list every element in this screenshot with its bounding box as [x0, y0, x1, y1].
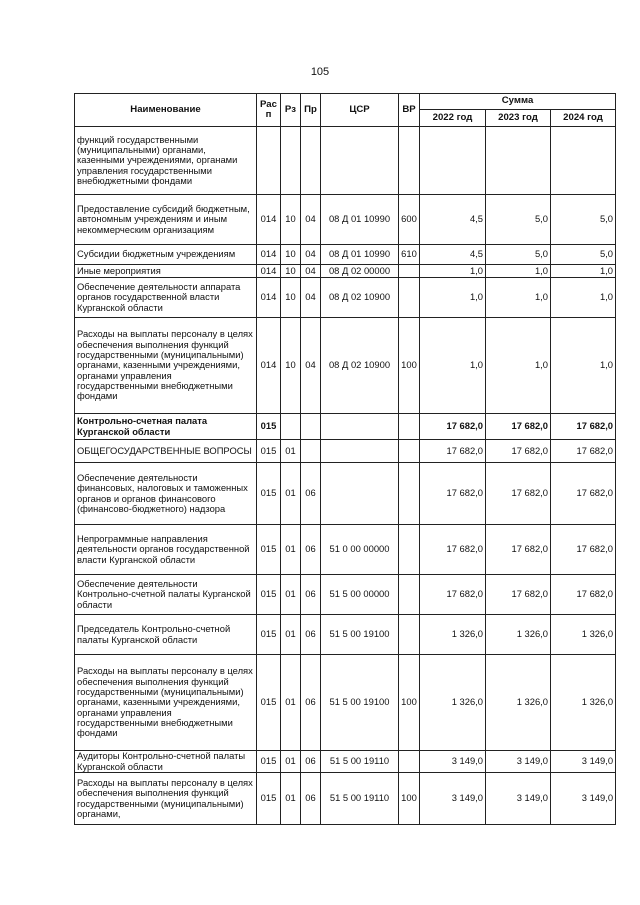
cell-pr: 06	[301, 615, 321, 655]
cell-2024: 17 682,0	[551, 575, 616, 615]
cell-name: Субсидии бюджетным учреждениям	[75, 245, 257, 265]
cell-csr: 08 Д 02 00000	[321, 265, 399, 278]
cell-name: Обеспечение деятельности Контрольно-счетной палаты Курганской области	[75, 575, 257, 615]
cell-name: Предоставление субсидий бюджетным, автономным учреждениям и иным некоммерческим организациям	[75, 195, 257, 245]
cell-csr	[321, 414, 399, 440]
cell-ras: 015	[257, 773, 281, 825]
header-pr: Пр	[301, 94, 321, 127]
cell-2022: 1 326,0	[420, 655, 486, 751]
cell-rz: 01	[281, 440, 301, 463]
cell-ras: 015	[257, 575, 281, 615]
cell-2024: 17 682,0	[551, 463, 616, 525]
cell-vr	[399, 414, 420, 440]
cell-name: функций государственными (муниципальными) органами, казенными учреждениями, органами управления государственными внебюджетными фондами	[75, 127, 257, 195]
cell-vr: 600	[399, 195, 420, 245]
cell-2023: 1,0	[486, 265, 551, 278]
cell-vr	[399, 440, 420, 463]
cell-name: Обеспечение деятельности аппарата органов государственной власти Курганской области	[75, 278, 257, 318]
table-row	[75, 265, 616, 278]
cell-ras: 014	[257, 265, 281, 278]
cell-rz: 01	[281, 773, 301, 825]
cell-2024: 1,0	[551, 278, 616, 318]
cell-rz: 01	[281, 525, 301, 575]
cell-2023: 5,0	[486, 245, 551, 265]
cell-csr: 08 Д 01 10990	[321, 245, 399, 265]
cell-csr: 08 Д 02 10900	[321, 318, 399, 414]
cell-2023: 17 682,0	[486, 463, 551, 525]
cell-2024: 3 149,0	[551, 751, 616, 773]
cell-csr	[321, 463, 399, 525]
cell-ras: 014	[257, 318, 281, 414]
cell-2022: 1,0	[420, 318, 486, 414]
cell-pr: 06	[301, 773, 321, 825]
header-csr: ЦСР	[321, 94, 399, 127]
cell-ras: 014	[257, 195, 281, 245]
cell-csr	[321, 127, 399, 195]
header-sum: Сумма	[420, 94, 616, 110]
cell-name: Расходы на выплаты персоналу в целях обеспечения выполнения функций государственными (муниципальными) органами, казенными учреждениями, органами управления государственными внебюджетными фондами	[75, 655, 257, 751]
cell-2022: 17 682,0	[420, 525, 486, 575]
cell-name: ОБЩЕГОСУДАРСТВЕННЫЕ ВОПРОСЫ	[75, 440, 257, 463]
header-name: Наименование	[75, 94, 257, 127]
cell-2023: 1 326,0	[486, 615, 551, 655]
cell-2024: 17 682,0	[551, 525, 616, 575]
cell-2022: 1 326,0	[420, 615, 486, 655]
cell-csr: 51 5 00 19100	[321, 655, 399, 751]
cell-ras: 014	[257, 245, 281, 265]
cell-2024: 1,0	[551, 265, 616, 278]
cell-2023: 17 682,0	[486, 525, 551, 575]
cell-2024: 1,0	[551, 318, 616, 414]
cell-pr	[301, 440, 321, 463]
cell-ras	[257, 127, 281, 195]
cell-name: Председатель Контрольно-счетной палаты Курганской области	[75, 615, 257, 655]
cell-2023: 17 682,0	[486, 440, 551, 463]
cell-2023: 3 149,0	[486, 751, 551, 773]
cell-ras: 014	[257, 278, 281, 318]
cell-vr	[399, 278, 420, 318]
cell-2024: 5,0	[551, 195, 616, 245]
cell-vr: 610	[399, 245, 420, 265]
cell-csr: 08 Д 01 10990	[321, 195, 399, 245]
cell-2023: 1,0	[486, 278, 551, 318]
cell-ras: 015	[257, 615, 281, 655]
cell-vr: 100	[399, 318, 420, 414]
cell-rz: 01	[281, 615, 301, 655]
cell-vr: 100	[399, 773, 420, 825]
header-ras: Рас п	[257, 94, 281, 127]
cell-rz: 10	[281, 318, 301, 414]
table-row	[75, 615, 616, 655]
table-row	[75, 575, 616, 615]
cell-csr	[321, 440, 399, 463]
cell-2023: 5,0	[486, 195, 551, 245]
cell-2022: 3 149,0	[420, 751, 486, 773]
cell-vr	[399, 265, 420, 278]
cell-ras: 015	[257, 751, 281, 773]
cell-rz: 01	[281, 463, 301, 525]
cell-pr	[301, 127, 321, 195]
cell-name: Непрограммные направления деятельности органов государственной власти Курганской области	[75, 525, 257, 575]
cell-vr	[399, 463, 420, 525]
cell-2024: 17 682,0	[551, 440, 616, 463]
cell-rz	[281, 414, 301, 440]
cell-name: Контрольно-счетная палата Курганской области	[75, 414, 257, 440]
cell-2023: 17 682,0	[486, 414, 551, 440]
cell-pr: 06	[301, 751, 321, 773]
cell-2023: 1,0	[486, 318, 551, 414]
cell-vr	[399, 127, 420, 195]
cell-2024	[551, 127, 616, 195]
table-body	[75, 127, 616, 825]
cell-csr: 51 5 00 19100	[321, 615, 399, 655]
cell-rz: 10	[281, 278, 301, 318]
header-2024: 2024 год	[551, 110, 616, 127]
cell-csr: 51 5 00 19110	[321, 773, 399, 825]
cell-vr	[399, 525, 420, 575]
table-row	[75, 655, 616, 751]
cell-rz: 10	[281, 195, 301, 245]
cell-pr: 04	[301, 265, 321, 278]
cell-2022: 17 682,0	[420, 414, 486, 440]
cell-2024: 3 149,0	[551, 773, 616, 825]
cell-2023: 1 326,0	[486, 655, 551, 751]
cell-pr: 04	[301, 195, 321, 245]
table-row	[75, 414, 616, 440]
cell-name: Расходы на выплаты персоналу в целях обеспечения выполнения функций государственными (муниципальными) органами, казенными учреждениями, органами управления государственными внебюджетными фондами	[75, 318, 257, 414]
cell-2022: 1,0	[420, 265, 486, 278]
header-vr: ВР	[399, 94, 420, 127]
table-row	[75, 440, 616, 463]
cell-pr: 06	[301, 525, 321, 575]
cell-pr: 06	[301, 463, 321, 525]
table-row	[75, 195, 616, 245]
cell-2022: 4,5	[420, 245, 486, 265]
cell-2022: 17 682,0	[420, 463, 486, 525]
cell-vr: 100	[399, 655, 420, 751]
header-2022: 2022 год	[420, 110, 486, 127]
cell-pr	[301, 414, 321, 440]
header-2023: 2023 год	[486, 110, 551, 127]
cell-2023: 17 682,0	[486, 575, 551, 615]
cell-name: Иные мероприятия	[75, 265, 257, 278]
cell-2024: 17 682,0	[551, 414, 616, 440]
table-row	[75, 751, 616, 773]
cell-2022: 1,0	[420, 278, 486, 318]
cell-rz: 01	[281, 751, 301, 773]
cell-pr: 04	[301, 278, 321, 318]
cell-ras: 015	[257, 463, 281, 525]
cell-2022: 17 682,0	[420, 440, 486, 463]
cell-2024: 1 326,0	[551, 655, 616, 751]
cell-vr	[399, 751, 420, 773]
header-rz: Рз	[281, 94, 301, 127]
cell-2024: 5,0	[551, 245, 616, 265]
cell-rz	[281, 127, 301, 195]
cell-pr: 06	[301, 575, 321, 615]
table-row	[75, 773, 616, 825]
page-number: 105	[310, 66, 330, 78]
cell-2022: 4,5	[420, 195, 486, 245]
cell-ras: 015	[257, 440, 281, 463]
cell-ras: 015	[257, 525, 281, 575]
cell-name: Расходы на выплаты персоналу в целях обеспечения выполнения функций государственными (муниципальными) органами,	[75, 773, 257, 825]
table-row	[75, 127, 616, 195]
table-row	[75, 278, 616, 318]
cell-csr: 08 Д 02 10900	[321, 278, 399, 318]
cell-rz: 10	[281, 265, 301, 278]
cell-pr: 04	[301, 318, 321, 414]
budget-table	[74, 93, 616, 825]
cell-2022: 17 682,0	[420, 575, 486, 615]
cell-ras: 015	[257, 655, 281, 751]
cell-rz: 01	[281, 655, 301, 751]
cell-2022: 3 149,0	[420, 773, 486, 825]
table-row	[75, 525, 616, 575]
cell-rz: 10	[281, 245, 301, 265]
table-row	[75, 245, 616, 265]
cell-vr	[399, 575, 420, 615]
cell-2022	[420, 127, 486, 195]
cell-csr: 51 5 00 19110	[321, 751, 399, 773]
cell-pr: 06	[301, 655, 321, 751]
cell-2023	[486, 127, 551, 195]
cell-name: Обеспечение деятельности финансовых, налоговых и таможенных органов и органов финансового (финансово-бюджетного) надзора	[75, 463, 257, 525]
cell-rz: 01	[281, 575, 301, 615]
cell-ras: 015	[257, 414, 281, 440]
cell-2024: 1 326,0	[551, 615, 616, 655]
cell-vr	[399, 615, 420, 655]
table-row	[75, 463, 616, 525]
cell-pr: 04	[301, 245, 321, 265]
cell-name: Аудиторы Контрольно-счетной палаты Курганской области	[75, 751, 257, 773]
cell-csr: 51 0 00 00000	[321, 525, 399, 575]
cell-csr: 51 5 00 00000	[321, 575, 399, 615]
cell-2023: 3 149,0	[486, 773, 551, 825]
table-row	[75, 318, 616, 414]
